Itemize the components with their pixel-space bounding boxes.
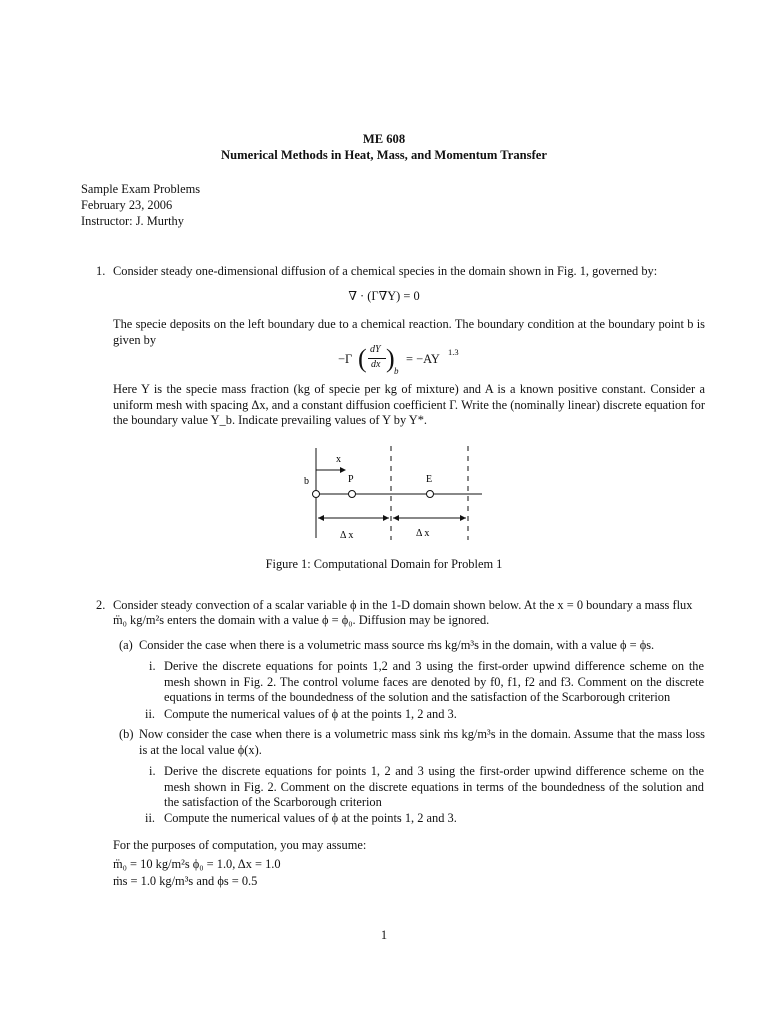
node-E [427, 491, 434, 498]
problem-1-intro: Consider steady one-dimensional diffusion of a chemical species in the domain shown in Fig. 1, governed by: [113, 264, 658, 278]
governing-equation: ∇ · (Γ∇Y) = 0 [348, 289, 420, 303]
label-x: x [336, 454, 341, 465]
meta-line-3: Instructor: J. Murthy [81, 214, 184, 228]
problem-2-number: 2. [96, 598, 106, 612]
x-arrow-head [340, 467, 346, 473]
part-a-i-label: i. [149, 659, 156, 673]
part-a-text: Consider the case when there is a volumetric mass source ṁs kg/m³s in the domain, with a value ϕ = ϕs. [139, 638, 655, 652]
bc-lhs: −Γ [338, 352, 353, 366]
problem-2-intro-line-2: m̈₀ kg/m²s enters the domain with a value ϕ = ϕ₀. Diffusion may be ignored. [113, 613, 490, 627]
boundary-condition-equation [336, 344, 476, 376]
part-b-label: (b) [119, 727, 134, 741]
label-E: E [426, 474, 433, 485]
assume-intro: For the purposes of computation, you may assume: [113, 838, 367, 852]
course-number: ME 608 [362, 132, 406, 146]
bc-rhs: = −AY [406, 352, 440, 366]
problem-1-text-2: The specie deposits on the left boundary due to a chemical reaction. The boundary condition at the boundary point b is given by [113, 317, 705, 347]
meta-line-1: Sample Exam Problems [81, 182, 201, 196]
bc-denominator: dx [371, 359, 381, 370]
course-title: Numerical Methods in Heat, Mass, and Momentum Transfer [221, 148, 547, 162]
bc-numerator: dY [370, 344, 381, 355]
dim-arrow-1-right-head [383, 515, 389, 521]
part-a-ii-label: ii. [145, 707, 155, 721]
part-a-label: (a) [119, 638, 133, 652]
part-b-i-label: i. [149, 764, 156, 778]
label-b: b [304, 476, 309, 487]
node-P [349, 491, 356, 498]
assume-line-2: ṁs = 1.0 kg/m³s and ϕs = 0.5 [113, 874, 258, 888]
meta-line-2: February 23, 2006 [81, 198, 173, 212]
problem-2-intro-line-1: Consider steady convection of a scalar variable ϕ in the 1-D domain shown below. At the x = 0 boundary a mass flux [113, 598, 693, 612]
dim-arrow-2-left-head [393, 515, 399, 521]
label-dx-2: Δ x [416, 528, 430, 539]
part-a-ii-text: Compute the numerical values of ϕ at the points 1, 2 and 3. [164, 707, 457, 721]
part-b-text: Now consider the case when there is a volumetric mass sink ṁs kg/m³s in the domain. Assume that the mass loss is at the local value ϕ(x). [139, 727, 705, 757]
bc-subscript: b [394, 366, 399, 376]
label-P: P [348, 474, 354, 485]
figure-1-diagram [296, 442, 492, 546]
dim-arrow-2-right-head [460, 515, 466, 521]
page-number: 1 [380, 928, 388, 942]
part-b-ii-label: ii. [145, 811, 155, 825]
problem-1-number: 1. [96, 264, 106, 278]
bc-exponent: 1.3 [448, 347, 459, 357]
part-a-i-text: Derive the discrete equations for points 1,2 and 3 using the first-order upwind difference scheme on the mesh shown in Fig. 2. The control volume faces are denoted by f0, f1, f2 and f3. Comment on the discrete equations in terms of the boundedness of the solution and the satisfaction of the Scarborough criterion [164, 659, 704, 705]
bc-left-paren: ( [358, 344, 367, 373]
problem-1-text-3: Here Y is the specie mass fraction (kg of specie per kg of mixture) and A is a known positive constant. Consider a uniform mesh with spacing Δx, and a constant diffusion coefficient Γ. Write the (nominally linear) discrete equation for the boundary value Y_b. Indicate prevailing values of Y by Y*. [113, 382, 705, 428]
figure-1-caption: Figure 1: Computational Domain for Problem 1 [265, 557, 503, 571]
part-b-ii-text: Compute the numerical values of ϕ at the points 1, 2 and 3. [164, 811, 457, 825]
bc-right-paren: ) [386, 344, 395, 373]
assume-line-1: m̈₀ = 10 kg/m²s ϕ₀ = 1.0, Δx = 1.0 [113, 857, 281, 871]
label-dx-1: Δ x [340, 530, 354, 541]
part-b-i-text: Derive the discrete equations for points 1, 2 and 3 using the first-order upwind difference scheme on the mesh shown in Fig. 2. Comment on the discrete equations in terms of the boundedness of the solution and the satisfaction of the Scarborough criterion [164, 764, 704, 810]
node-b [313, 491, 320, 498]
dim-arrow-1-left-head [318, 515, 324, 521]
